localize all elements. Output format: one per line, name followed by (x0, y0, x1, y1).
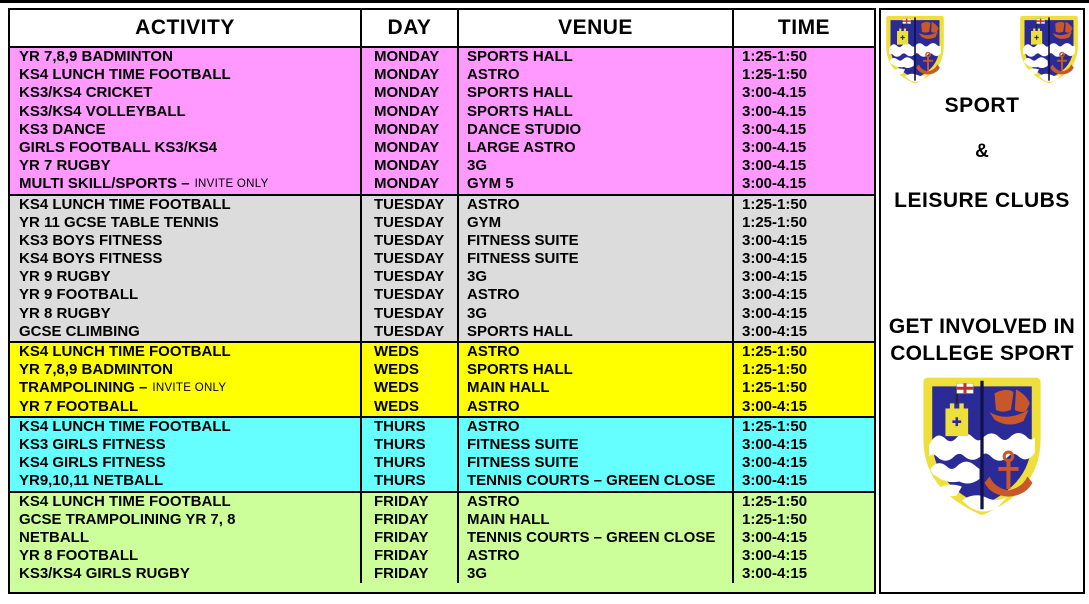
activity-cell-text: YR 9 FOOTBALL (19, 286, 139, 304)
venue-cell-text: 3G (467, 565, 488, 583)
day-cell (362, 268, 459, 286)
invite-only-note: INVITE ONLY (152, 382, 227, 395)
activity-cell (10, 268, 362, 286)
day-cell (362, 343, 459, 361)
venue-cell (459, 232, 734, 250)
time-cell-text: 3:00-4:15 (742, 435, 808, 453)
day-cell (362, 511, 459, 529)
time-cell (734, 547, 874, 565)
activity-cell (10, 48, 362, 66)
sport-clubs-table (8, 8, 876, 594)
day-cell-text: THURS (374, 472, 426, 490)
table-row (10, 323, 874, 341)
venue-cell-text: MAIN HALL (467, 510, 550, 528)
activity-cell-text: KS4 LUNCH TIME FOOTBALL (19, 343, 231, 360)
sidebar-title-amp: & (975, 141, 989, 162)
activity-cell-text: YR 11 GCSE TABLE TENNIS (19, 213, 219, 231)
venue-cell (459, 511, 734, 529)
activity-cell-text: KS3/KS4 GIRLS RUGBY (19, 565, 190, 583)
day-cell-text: THURS (374, 454, 426, 472)
venue-cell (459, 454, 734, 472)
time-cell (734, 196, 874, 214)
venue-cell (459, 139, 734, 157)
venue-cell (459, 565, 734, 583)
venue-cell (459, 305, 734, 323)
day-cell (362, 547, 459, 565)
time-cell (734, 66, 874, 84)
activity-cell (10, 66, 362, 84)
time-cell-text: 3:00-4:15 (742, 454, 808, 472)
venue-cell (459, 157, 734, 175)
day-cell-text: WEDS (374, 361, 419, 379)
time-cell (734, 361, 874, 379)
day-cell-text: WEDS (374, 343, 419, 360)
venue-cell-text: FITNESS SUITE (467, 435, 579, 453)
activity-cell-text: YR 8 RUGBY (19, 304, 111, 322)
venue-cell (459, 286, 734, 304)
activity-cell (10, 547, 362, 565)
venue-cell-text: DANCE STUDIO (467, 120, 582, 138)
sidebar-title-leisure-clubs: LEISURE CLUBS (894, 189, 1070, 212)
time-cell (734, 436, 874, 454)
day-section-monday (10, 48, 874, 194)
venue-cell (459, 48, 734, 66)
time-cell (734, 139, 874, 157)
day-cell-text: TUESDAY (374, 286, 445, 304)
day-cell (362, 84, 459, 102)
day-cell-text: FRIDAY (374, 528, 429, 546)
venue-cell-text: MAIN HALL (467, 379, 550, 397)
venue-cell-text: 3G (467, 157, 488, 175)
day-cell (362, 398, 459, 416)
day-cell (362, 48, 459, 66)
day-cell-text: MONDAY (374, 84, 440, 102)
time-cell-text: 1:25-1:50 (742, 213, 808, 231)
time-cell-text: 1:25-1:50 (742, 510, 808, 528)
time-cell (734, 493, 874, 511)
activity-cell-text: KS3 BOYS FITNESS (19, 231, 163, 249)
header-activity: ACTIVITY (10, 10, 362, 46)
day-cell-text: FRIDAY (374, 492, 429, 510)
venue-cell (459, 268, 734, 286)
activity-cell-text: KS4 GIRLS FITNESS (19, 454, 166, 472)
venue-cell-text: SPORTS HALL (467, 48, 573, 65)
table-row (10, 48, 874, 66)
day-cell (362, 66, 459, 84)
day-cell-text: MONDAY (374, 175, 440, 193)
day-cell-text: MONDAY (374, 102, 440, 120)
day-cell-text: TUESDAY (374, 195, 445, 213)
day-cell-text: TUESDAY (374, 268, 445, 286)
day-cell-text: THURS (374, 417, 426, 435)
invite-only-note: INVITE ONLY (194, 178, 269, 191)
day-cell-text: MONDAY (374, 157, 440, 175)
activity-cell (10, 343, 362, 361)
time-cell (734, 286, 874, 304)
day-cell (362, 250, 459, 268)
venue-cell (459, 529, 734, 547)
day-cell-text: MONDAY (374, 48, 440, 65)
time-cell-text: 3:00-4.15 (742, 138, 807, 156)
activity-cell (10, 121, 362, 139)
time-cell-text: 3:00-4.15 (742, 157, 807, 175)
day-cell-text: WEDS (374, 397, 419, 415)
activity-cell-text: KS4 LUNCH TIME FOOTBALL (19, 195, 231, 213)
sidebar-title-sport: SPORT (944, 94, 1020, 117)
venue-cell-text: GYM 5 (467, 175, 514, 193)
time-cell (734, 323, 874, 341)
table-row (10, 565, 874, 583)
venue-cell-text: FITNESS SUITE (467, 454, 579, 472)
activity-cell-text: KS4 LUNCH TIME FOOTBALL (19, 492, 231, 510)
venue-cell-text: ASTRO (467, 417, 520, 435)
day-cell-text: FRIDAY (374, 547, 429, 565)
day-cell (362, 529, 459, 547)
activity-cell (10, 436, 362, 454)
time-cell (734, 398, 874, 416)
day-cell-text: FRIDAY (374, 565, 429, 583)
venue-cell (459, 472, 734, 490)
day-section-friday (10, 491, 874, 593)
day-cell (362, 454, 459, 472)
cta-line-1: GET INVOLVED IN (888, 315, 1076, 338)
time-cell-text: 3:00-4:15 (742, 565, 808, 583)
activity-cell (10, 196, 362, 214)
activity-cell-text: GIRLS FOOTBALL KS3/KS4 (19, 138, 218, 156)
time-cell-text: 3:00-4:15 (742, 286, 808, 304)
day-cell (362, 418, 459, 436)
college-crest-icon (1018, 13, 1080, 85)
venue-cell (459, 121, 734, 139)
time-cell-text: 3:00-4:15 (742, 250, 808, 268)
day-cell-text: MONDAY (374, 138, 440, 156)
time-cell (734, 379, 874, 397)
activity-cell (10, 157, 362, 175)
time-cell (734, 472, 874, 490)
activity-cell (10, 214, 362, 232)
table-row (10, 175, 874, 193)
venue-cell (459, 323, 734, 341)
activity-cell (10, 454, 362, 472)
venue-cell (459, 196, 734, 214)
day-cell-text: TUESDAY (374, 322, 445, 340)
activity-cell (10, 529, 362, 547)
time-cell (734, 121, 874, 139)
activity-cell (10, 418, 362, 436)
day-cell (362, 565, 459, 583)
venue-cell (459, 175, 734, 193)
day-cell (362, 379, 459, 397)
time-cell (734, 103, 874, 121)
venue-cell-text: SPORTS HALL (467, 102, 573, 120)
day-cell (362, 493, 459, 511)
table-row (10, 286, 874, 304)
time-cell (734, 565, 874, 583)
table-row (10, 121, 874, 139)
activity-cell-text: GCSE TRAMPOLINING YR 7, 8 (19, 510, 236, 528)
day-cell-text: MONDAY (374, 66, 440, 84)
table-row (10, 196, 874, 214)
activity-cell (10, 379, 362, 397)
table-row (10, 103, 874, 121)
activity-cell-text: KS3/KS4 VOLLEYBALL (19, 102, 186, 120)
day-cell (362, 305, 459, 323)
venue-cell-text: ASTRO (467, 492, 520, 510)
activity-cell (10, 139, 362, 157)
activity-cell-text: MULTI SKILL/SPORTS – (19, 175, 190, 193)
header-time: TIME (777, 16, 831, 39)
activity-cell (10, 232, 362, 250)
venue-cell-text: GYM (467, 213, 502, 231)
day-cell (362, 157, 459, 175)
table-row (10, 157, 874, 175)
venue-cell-text: ASTRO (467, 343, 520, 360)
table-row (10, 398, 874, 416)
table-row (10, 361, 874, 379)
day-cell-text: THURS (374, 435, 426, 453)
time-cell-text: 3:00-4:15 (742, 231, 808, 249)
time-cell-text: 3:00-4.15 (742, 84, 807, 102)
day-cell (362, 472, 459, 490)
activity-cell (10, 511, 362, 529)
time-cell-text: 3:00-4.15 (742, 120, 807, 138)
venue-cell-text: ASTRO (467, 397, 520, 415)
table-row (10, 493, 874, 511)
table-row (10, 268, 874, 286)
activity-cell-text: YR 7 FOOTBALL (19, 397, 139, 415)
day-cell-text: MONDAY (374, 120, 440, 138)
time-cell-text: 3:00-4:15 (742, 322, 808, 340)
time-cell (734, 268, 874, 286)
venue-cell (459, 418, 734, 436)
time-cell-text: 1:25-1:50 (742, 379, 808, 397)
day-cell (362, 232, 459, 250)
time-cell-text: 3:00-4.15 (742, 102, 807, 120)
activity-cell-text: YR 9 RUGBY (19, 268, 111, 286)
day-cell-text: FRIDAY (374, 510, 429, 528)
time-cell-text: 3:00-4:15 (742, 528, 808, 546)
time-cell-text: 3:00-4:15 (742, 268, 808, 286)
time-cell-text: 3:00-4.15 (742, 175, 807, 193)
table-row (10, 547, 874, 565)
header-day: DAY (362, 10, 459, 46)
college-crest-icon (919, 372, 1045, 518)
table-body (10, 48, 874, 592)
activity-cell (10, 361, 362, 379)
table-row (10, 305, 874, 323)
day-cell (362, 436, 459, 454)
time-cell (734, 418, 874, 436)
table-row (10, 84, 874, 102)
activity-cell-text: KS3/KS4 CRICKET (19, 84, 153, 102)
table-row (10, 436, 874, 454)
venue-cell-text: 3G (467, 304, 488, 322)
table-row (10, 214, 874, 232)
day-cell-text: TUESDAY (374, 250, 445, 268)
time-cell (734, 343, 874, 361)
day-cell-text: TUESDAY (374, 231, 445, 249)
venue-cell (459, 379, 734, 397)
venue-cell (459, 436, 734, 454)
activity-cell-text: KS4 LUNCH TIME FOOTBALL (19, 66, 231, 84)
table-row (10, 66, 874, 84)
college-crest-icon (884, 13, 946, 85)
time-cell-text: 1:25-1:50 (742, 417, 808, 435)
sidebar-cta (881, 313, 1083, 367)
venue-cell-text: ASTRO (467, 195, 520, 213)
activity-cell-text: YR 7,8,9 BADMINTON (19, 48, 173, 65)
time-cell-text: 1:25-1:50 (742, 48, 808, 65)
venue-cell-text: SPORTS HALL (467, 322, 573, 340)
day-cell (362, 139, 459, 157)
table-row (10, 529, 874, 547)
activity-cell-text: GCSE CLIMBING (19, 322, 140, 340)
venue-cell (459, 398, 734, 416)
activity-cell-text: YR 8 FOOTBALL (19, 547, 139, 565)
day-cell (362, 214, 459, 232)
venue-cell-text: LARGE ASTRO (467, 138, 576, 156)
table-row (10, 139, 874, 157)
activity-cell (10, 323, 362, 341)
day-cell (362, 361, 459, 379)
header-venue: VENUE (459, 10, 734, 46)
activity-cell (10, 103, 362, 121)
time-cell-text: 3:00-4:15 (742, 547, 808, 565)
activity-cell-text: KS4 BOYS FITNESS (19, 250, 163, 268)
day-cell (362, 196, 459, 214)
time-cell (734, 250, 874, 268)
activity-cell-text: YR 7,8,9 BADMINTON (19, 361, 173, 379)
time-cell (734, 48, 874, 66)
table-row (10, 343, 874, 361)
activity-cell (10, 493, 362, 511)
time-cell-text: 3:00-4:15 (742, 304, 808, 322)
day-cell (362, 286, 459, 304)
time-cell-text: 1:25-1:50 (742, 343, 808, 360)
time-cell-text: 3:00-4:15 (742, 472, 808, 490)
activity-cell-text: YR 7 RUGBY (19, 157, 111, 175)
venue-cell (459, 103, 734, 121)
time-cell (734, 511, 874, 529)
time-cell (734, 84, 874, 102)
venue-cell-text: FITNESS SUITE (467, 231, 579, 249)
page-top-rule (0, 0, 1089, 3)
venue-cell (459, 84, 734, 102)
day-section-weds (10, 341, 874, 416)
venue-cell (459, 493, 734, 511)
activity-cell (10, 286, 362, 304)
venue-cell-text: ASTRO (467, 286, 520, 304)
time-cell (734, 305, 874, 323)
table-row (10, 472, 874, 490)
time-cell (734, 454, 874, 472)
venue-cell (459, 547, 734, 565)
activity-cell (10, 84, 362, 102)
venue-cell (459, 361, 734, 379)
activity-cell (10, 565, 362, 583)
activity-cell-text: KS3 GIRLS FITNESS (19, 435, 166, 453)
time-cell-text: 1:25-1:50 (742, 361, 808, 379)
time-cell-text: 1:25-1:50 (742, 66, 808, 84)
venue-cell (459, 66, 734, 84)
day-section-thurs (10, 416, 874, 491)
day-cell (362, 121, 459, 139)
activity-cell (10, 175, 362, 193)
venue-cell (459, 214, 734, 232)
venue-cell-text: TENNIS COURTS – GREEN CLOSE (467, 472, 716, 490)
day-cell-text: TUESDAY (374, 213, 445, 231)
day-cell-text: WEDS (374, 379, 419, 397)
activity-cell-text: YR9,10,11 NETBALL (19, 472, 164, 490)
venue-cell-text: FITNESS SUITE (467, 250, 579, 268)
day-section-tuesday (10, 194, 874, 342)
venue-cell-text: TENNIS COURTS – GREEN CLOSE (467, 528, 716, 546)
table-row (10, 511, 874, 529)
table-row (10, 232, 874, 250)
activity-cell-text: KS3 DANCE (19, 120, 106, 138)
day-cell (362, 175, 459, 193)
table-header-row (10, 10, 874, 48)
time-cell-text: 1:25-1:50 (742, 492, 808, 510)
activity-cell (10, 305, 362, 323)
venue-cell-text: SPORTS HALL (467, 361, 573, 379)
activity-cell (10, 398, 362, 416)
table-row (10, 418, 874, 436)
venue-cell (459, 343, 734, 361)
day-cell (362, 103, 459, 121)
time-cell (734, 214, 874, 232)
venue-cell-text: ASTRO (467, 547, 520, 565)
table-row (10, 379, 874, 397)
day-cell-text: TUESDAY (374, 304, 445, 322)
activity-cell-text: TRAMPOLINING – (19, 379, 148, 397)
time-cell-text: 3:00-4:15 (742, 397, 808, 415)
venue-cell-text: SPORTS HALL (467, 84, 573, 102)
time-cell-text: 1:25-1:50 (742, 195, 808, 213)
venue-cell (459, 250, 734, 268)
activity-cell (10, 472, 362, 490)
time-cell (734, 175, 874, 193)
time-cell (734, 157, 874, 175)
table-row (10, 454, 874, 472)
activity-cell-text: NETBALL (19, 528, 89, 546)
sidebar (879, 8, 1085, 594)
activity-cell (10, 250, 362, 268)
time-cell (734, 232, 874, 250)
cta-line-2: COLLEGE SPORT (890, 342, 1074, 365)
time-cell (734, 529, 874, 547)
venue-cell-text: 3G (467, 268, 488, 286)
activity-cell-text: KS4 LUNCH TIME FOOTBALL (19, 417, 231, 435)
table-row (10, 250, 874, 268)
day-cell (362, 323, 459, 341)
venue-cell-text: ASTRO (467, 66, 520, 84)
